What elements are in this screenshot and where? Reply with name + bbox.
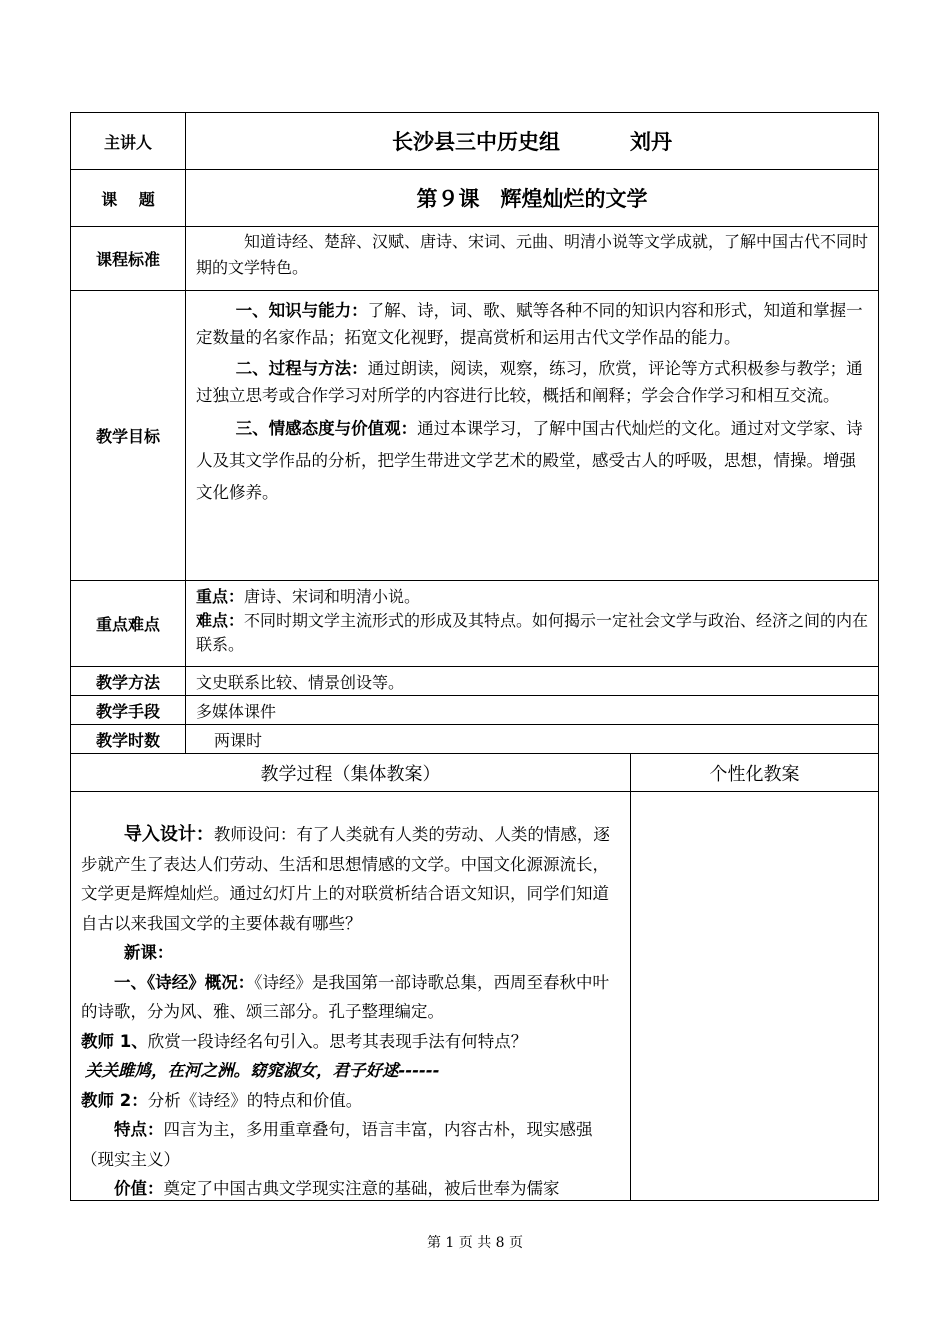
lesson-plan-table <box>70 112 879 1201</box>
process-header-left: 教学过程（集体教案） <box>71 754 631 792</box>
hours-label: 教学时数 <box>71 725 186 754</box>
lesson-title: 第９课 辉煌灿烂的文学 <box>186 170 879 227</box>
speaker-name: 刘丹 <box>630 130 672 154</box>
row-process <box>71 792 879 1201</box>
row-method <box>71 667 879 696</box>
row-key-points <box>71 581 879 667</box>
personalized-plan-cell <box>631 792 879 1201</box>
section-shijing: 一、《诗经》概况：《诗经》是我国第一部诗歌总集，西周至春秋中叶的诗歌，分为风、雅、颂三部分。孔子整理编定。 <box>81 972 609 1021</box>
means-text: 多媒体课件 <box>186 696 879 725</box>
key-label: 重点难点 <box>71 581 186 667</box>
key-difficulty: 难点：不同时期文学主流形式的形成及其特点。如何揭示一定社会文学与政治、经济之间的内在联系。 <box>196 611 869 654</box>
process-content <box>81 820 622 1200</box>
standard-label: 课程标准 <box>71 227 186 291</box>
teacher-step-1: 教师 1、欣赏一段诗经名句引入。思考其表现手法有何特点？ <box>81 1031 528 1051</box>
shijing-value: 价值：奠定了中国古典文学现实注意的基础，被后世奉为儒家 <box>114 1179 560 1198</box>
poem-quote: 关关雎鸠，在河之洲。窈窕淑女，君子好逑------ <box>85 1061 440 1080</box>
method-text: 文史联系比较、情景创设等。 <box>186 667 879 696</box>
intro-paragraph: 导入设计：教师设问：有了人类就有人类的劳动、人类的情感，逐步就产生了表达人们劳动、生活和思想情感的文学。中国文化源源流长，文学更是辉煌灿烂。通过幻灯片上的对联赏析结合语文知识，同学们知道自古以来我国文学的主要体裁有哪些？ <box>81 824 610 933</box>
row-standard <box>71 227 879 291</box>
goal-knowledge: 一、知识与能力：了解、诗，词、歌、赋等各种不同的知识内容和形式，知道和掌握一定数量的名家作品；拓宽文化视野，提高赏析和运用古代文学作品的能力。 <box>196 301 863 347</box>
teacher-step-2: 教师 2：分析《诗经》的特点和价值。 <box>81 1090 363 1110</box>
row-hours <box>71 725 879 754</box>
goal-emotion: 三、情感态度与价值观：通过本课学习，了解中国古代灿烂的文化。通过对文学家、诗人及其文学作品的分析，把学生带进文学艺术的殿堂，感受古人的呼吸，思想，情操。增强文化修养。 <box>196 419 863 502</box>
row-process-header <box>71 754 879 792</box>
row-goals <box>71 291 879 581</box>
key-cell <box>186 581 879 667</box>
standard-text: 知道诗经、楚辞、汉赋、唐诗、宋词、元曲、明清小说等文学成就，了解中国古代不同时期的文学特色。 <box>196 232 869 277</box>
standard-cell <box>186 227 879 291</box>
goal-process: 二、过程与方法：通过朗读，阅读，观察，练习，欣赏，评论等方式积极参与教学；通过独立思考或合作学习对所学的内容进行比较，概括和阐释；学会合作学习和相互交流。 <box>196 359 863 405</box>
process-cell <box>71 792 631 1201</box>
method-label: 教学方法 <box>71 667 186 696</box>
row-topic <box>71 170 879 227</box>
speaker-cell <box>186 113 879 170</box>
goals-cell <box>186 291 879 581</box>
row-means <box>71 696 879 725</box>
new-lesson-heading: 新课： <box>123 943 174 962</box>
shijing-features: 特点：四言为主，多用重章叠句，语言丰富，内容古朴，现实感强（现实主义） <box>81 1120 593 1169</box>
speaker-org: 长沙县三中历史组 <box>392 130 560 154</box>
topic-label: 课 题 <box>71 170 186 227</box>
key-focus: 重点：唐诗、宋词和明清小说。 <box>196 587 421 606</box>
speaker-label: 主讲人 <box>71 113 186 170</box>
means-label: 教学手段 <box>71 696 186 725</box>
page-footer: 第 1 页 共 8 页 <box>426 1235 524 1251</box>
process-header-right: 个性化教案 <box>631 754 879 792</box>
goals-label: 教学目标 <box>71 291 186 581</box>
hours-text: 两课时 <box>186 725 879 754</box>
row-speaker <box>71 113 879 170</box>
